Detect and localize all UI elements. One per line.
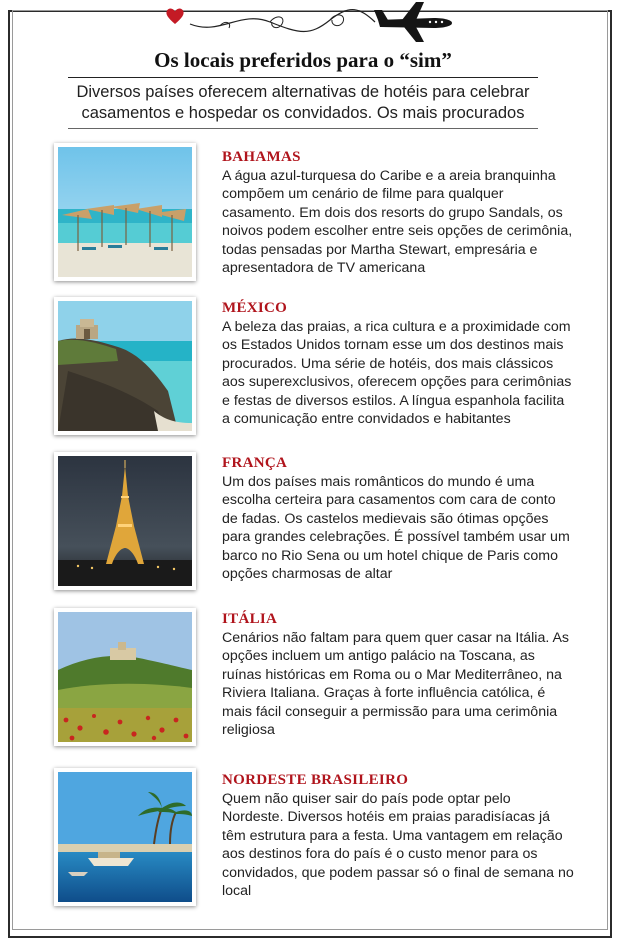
page-title: Os locais preferidos para o “sim” <box>154 48 452 72</box>
photo-nordeste <box>54 768 196 906</box>
intro-text: Diversos países oferecem alternativas de hotéis para celebrar casamentos e hospedar os convidados. Os mais procurados <box>76 83 530 122</box>
airplane-icon <box>372 0 454 44</box>
entry-title: ITÁLIA <box>222 611 278 627</box>
photo-mexico <box>54 297 196 435</box>
entry-mexico <box>222 299 574 428</box>
entry-title: MÉXICO <box>222 300 288 316</box>
entry-nordeste <box>222 771 574 900</box>
photo-italia <box>54 608 196 746</box>
photo-bahamas <box>54 143 196 281</box>
title-rule <box>68 77 538 78</box>
entry-italia <box>222 610 574 739</box>
entry-franca <box>222 454 574 583</box>
entry-text: A água azul-turquesa do Caribe e a areia branquinha compõem um cenário de filme para qualquer casamento. Em dois dos resorts do grupo Sandals, os noivos podem escolher entre seis opções de cerimônia, todas pensadas por Martha Stewart, empresária e apresentadora de TV americana <box>222 168 573 277</box>
entry-text: A beleza das praias, a rica cultura e a proximidade com os Estados Unidos tornam esse um dos destinos mais procurados. Uma série de hotéis, dos mais clássicos aos superexclusivos, oferecem opções para cerimônias e festas de diversos estilos. A língua espanhola facilita a comunicação entre convidados e habitantes <box>222 319 572 428</box>
entry-text: Cenários não faltam para quem quer casar na Itália. As opções incluem um antigo palácio na Toscana, as ruínas históricas em Roma ou o Mar Mediterrâneo, na Riviera Italiana. Graças à forte influência católica, é mais fácil conseguir a permissão para uma cerimônia religiosa <box>222 630 569 739</box>
intro-rule <box>68 128 538 129</box>
entry-title: BAHAMAS <box>222 149 301 165</box>
entry-title: FRANÇA <box>222 455 288 471</box>
entry-text: Um dos países mais românticos do mundo é uma escolha certeira para casamentos com cara de conto de fadas. Os castelos medievais são ótimas opções para grandes celebrações. É possível também usar um barco no Rio Sena ou um hotel chique de Paris como opções charmosas de altar <box>222 474 570 583</box>
entry-text: Quem não quiser sair do país pode optar pelo Nordeste. Diversos hotéis em praias paradisíacas já têm estrutura para a festa. Uma vantagem em relação aos destinos fora do país é o custo menor para os convidados, que podem passar só o final de semana no local <box>222 791 574 900</box>
photo-franca <box>54 452 196 590</box>
heart-icon <box>164 5 186 27</box>
entry-title: NORDESTE BRASILEIRO <box>222 772 409 788</box>
entry-bahamas <box>222 148 574 277</box>
